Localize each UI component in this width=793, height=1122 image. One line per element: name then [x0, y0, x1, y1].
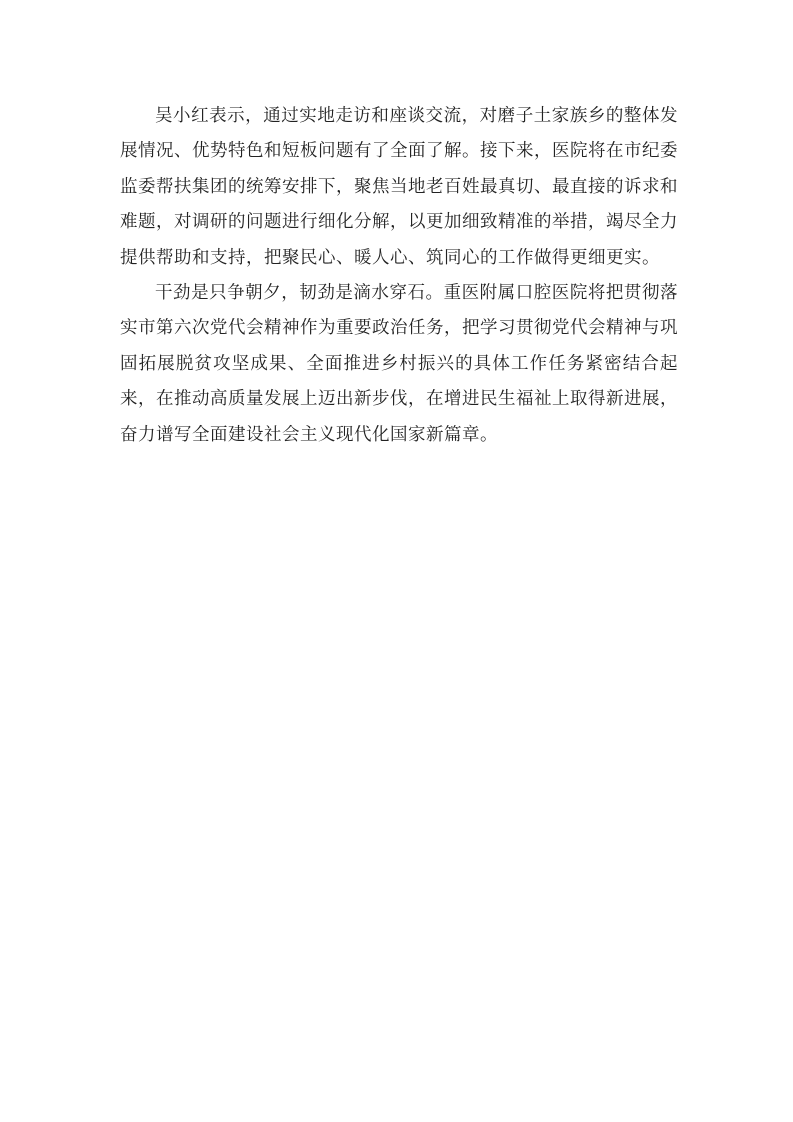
paragraph-2: 干劲是只争朝夕，韧劲是滴水穿石。重医附属口腔医院将把贯彻落实市第六次党代会精神作为重要政治任务，把学习贯彻党代会精神与巩固拓展脱贫攻坚成果、全面推进乡村振兴的具体工作任务紧密结合起来，在推动高质量发展上迈出新步伐，在增进民生福祉上取得新进展，奋力谱写全面建设社会主义现代化国家新篇章。 — [120, 283, 678, 445]
paragraph-1: 吴小红表示，通过实地走访和座谈交流，对磨子土家族乡的整体发展情况、优势特色和短板问题有了全面了解。接下来，医院将在市纪委监委帮扶集团的统筹安排下，聚焦当地老百姓最真切、最直接的诉求和难题，对调研的问题进行细化分解，以更加细致精准的举措，竭尽全力提供帮助和支持，把聚民心、暖人心、筑同心的工作做得更细更实。 — [120, 106, 678, 268]
document-body — [120, 99, 678, 453]
